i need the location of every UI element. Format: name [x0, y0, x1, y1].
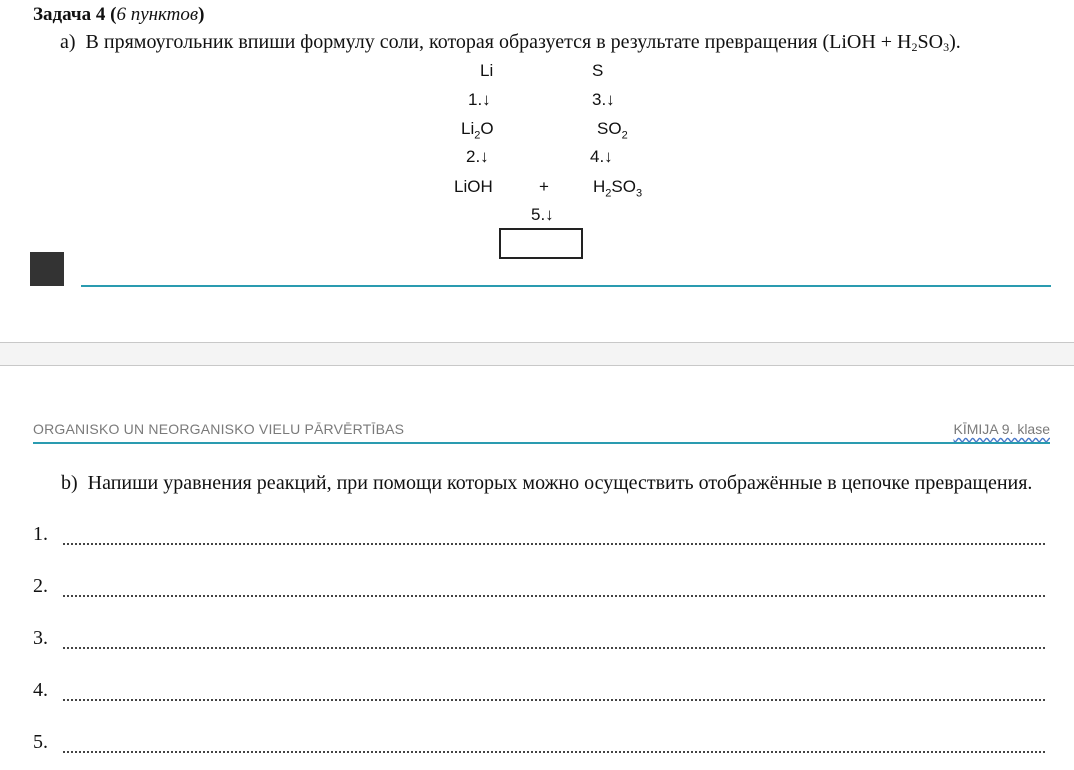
- equation-dotted-line: [63, 751, 1045, 753]
- task-a-sub2: 3: [943, 40, 950, 54]
- h2so3-part-a: H: [593, 177, 606, 196]
- li2o-part-a: Li: [461, 119, 475, 138]
- task-a-instruction: [60, 31, 961, 55]
- equation-number: 2.: [33, 575, 48, 597]
- task-title: Задача 4 (6 пунктов): [33, 4, 205, 25]
- scheme-step2: 2.↓: [466, 147, 489, 166]
- equation-number: 1.: [33, 523, 48, 545]
- page-header-line: [33, 442, 1050, 444]
- h2so3-sub2: 3: [635, 187, 643, 200]
- h2so3-part-b: SO: [611, 177, 636, 196]
- scheme-step3: 3.↓: [592, 90, 615, 109]
- equation-line-4[interactable]: [33, 679, 1045, 705]
- section-divider-line: [81, 285, 1051, 287]
- task-a-text: В прямоугольник впиши формулу соли, которая образуется в результате превращения (LiOH + H: [85, 31, 912, 53]
- equation-line-1[interactable]: [33, 523, 1045, 549]
- equation-dotted-line: [63, 543, 1045, 545]
- so2-part-a: SO: [597, 119, 622, 138]
- scheme-li2o: [461, 119, 494, 141]
- scheme-so2: [597, 119, 628, 141]
- equation-dotted-line: [63, 699, 1045, 701]
- li2o-part-b: O: [480, 119, 494, 138]
- scheme-li: Li: [480, 61, 494, 80]
- salt-answer-box[interactable]: [499, 228, 583, 259]
- task-title-text: Задача 4: [33, 4, 106, 25]
- equation-number: 3.: [33, 627, 48, 649]
- page-break-band: [0, 342, 1074, 366]
- h2so3-sub1: 2: [605, 187, 612, 200]
- scheme-plus: +: [539, 177, 549, 196]
- page-header-topic: ORGANISKO UN NEORGANISKO VIELU PĀRVĒRTĪBAS: [33, 421, 405, 437]
- equation-line-5[interactable]: [33, 731, 1045, 757]
- scheme-lioh: LiOH: [454, 177, 493, 196]
- equation-number: 5.: [33, 731, 48, 753]
- equation-line-3[interactable]: [33, 627, 1045, 653]
- scheme-step5: 5.↓: [531, 205, 554, 224]
- task-a-sub1: 2: [911, 40, 918, 54]
- equation-number: 4.: [33, 679, 48, 701]
- task-points: 6 пунктов: [116, 4, 199, 25]
- scheme-step1: 1.↓: [468, 90, 491, 109]
- task-a-mid: SO: [917, 31, 944, 53]
- scheme-step4: 4.↓: [590, 147, 613, 166]
- so2-sub: 2: [621, 129, 628, 142]
- task-b-marker: b): [61, 472, 78, 494]
- li2o-sub: 2: [474, 129, 481, 142]
- task-b-text: Напиши уравнения реакций, при помощи которых можно осуществить отображённые в цепочке превращения.: [87, 472, 1033, 494]
- task-b-instruction: [61, 472, 1032, 495]
- task-a-marker: а): [60, 31, 76, 53]
- section-marker-square: [30, 252, 64, 286]
- scheme-s: S: [592, 61, 604, 80]
- page-header-subject: KĪMIJA 9. klase: [953, 421, 1050, 437]
- equation-dotted-line: [63, 595, 1045, 597]
- equation-dotted-line: [63, 647, 1045, 649]
- equation-line-2[interactable]: [33, 575, 1045, 601]
- scheme-h2so3: [593, 177, 642, 199]
- task-a-end: ).: [949, 31, 961, 53]
